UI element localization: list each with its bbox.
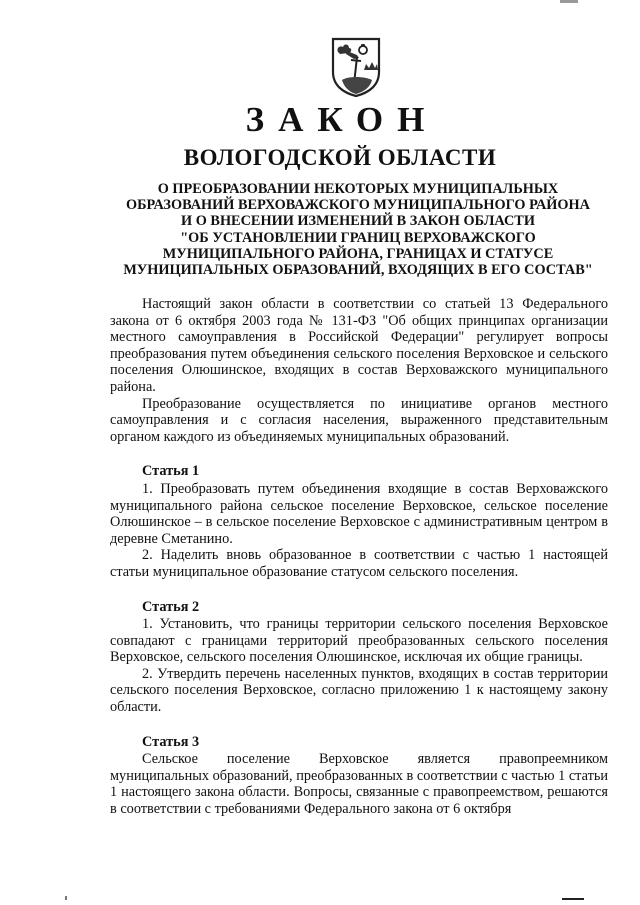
vologda-coat-of-arms-icon [330, 36, 382, 98]
article-paragraph: 1. Установить, что границы территории сельского поселения Верховское совпадают с границами территорий преобразованных сельского поселения Верховское, сельского поселения Олюшинское, исключая их общие границы. [110, 616, 608, 666]
law-body [110, 296, 608, 818]
subject-line: МУНИЦИПАЛЬНЫХ ОБРАЗОВАНИЙ, ВХОДЯЩИХ В ЕГО СОСТАВ" [123, 262, 593, 279]
scan-mark-bottom [562, 898, 584, 900]
law-subject [108, 181, 608, 278]
subject-line: МУНИЦИПАЛЬНОГО РАЙОНА, ГРАНИЦАХ И СТАТУСЕ [162, 245, 554, 262]
subject-line: ОБРАЗОВАНИЙ ВЕРХОВАЖСКОГО МУНИЦИПАЛЬНОГО РАЙОНА [125, 197, 590, 214]
article-paragraph: Сельское поселение Верховское является правопреемником муниципальных образований, преобразованных в соответствии с частью 1 статьи 1 настоящего закона области. Вопросы, связанные с правопреемством, решаются в соответствии с требованиями Федерального закона от 6 октября [110, 751, 608, 818]
preamble-paragraph: Настоящий закон области в соответствии со статьей 13 Федерального закона от 6 октября 2003 года № 131-ФЗ "Об общих принципах организации местного самоуправления в Российской Федерации" регулирует вопросы преобразования путем объединения сельского поселения Верховское и сельского поселения Олюшинское, входящих в состав Верховажского муниципального района. [110, 296, 608, 395]
article-paragraph: 1. Преобразовать путем объединения входящие в состав Верховажского муниципального района сельское поселение Верховское, сельское поселение Олюшинское – в сельское поселение Верховское с административным центром в деревне Сметанино. [110, 480, 608, 547]
region-name: ВОЛОГОДСКОЙ ОБЛАСТИ [183, 145, 497, 170]
scan-mark-top [560, 0, 578, 3]
law-title: ЗАКОН [245, 100, 439, 139]
scan-mark-left [65, 896, 67, 900]
preamble-paragraph: Преобразование осуществляется по инициативе органов местного самоуправления и с согласия населения, выраженного представительным органом каждого из объединяемых муниципальных образований. [110, 395, 608, 445]
article-paragraph: 2. Утвердить перечень населенных пунктов, входящих в состав территории сельского поселения Верховское, согласно приложению 1 к настоящему закону области. [110, 665, 608, 716]
article-title: Статья 2 [142, 598, 200, 615]
article-title: Статья 1 [142, 463, 200, 480]
article-title: Статья 3 [142, 733, 200, 750]
subject-line: И О ВНЕСЕНИИ ИЗМЕНЕНИЙ В ЗАКОН ОБЛАСТИ [181, 213, 535, 230]
subject-line: О ПРЕОБРАЗОВАНИИ НЕКОТОРЫХ МУНИЦИПАЛЬНЫХ [157, 181, 559, 197]
subject-line: "ОБ УСТАНОВЛЕНИИ ГРАНИЦ ВЕРХОВАЖСКОГО [180, 229, 536, 246]
article-paragraph: 2. Наделить вновь образованное в соответствии с частью 1 настоящей статьи муниципальное образование статусом сельского поселения. [110, 547, 608, 580]
